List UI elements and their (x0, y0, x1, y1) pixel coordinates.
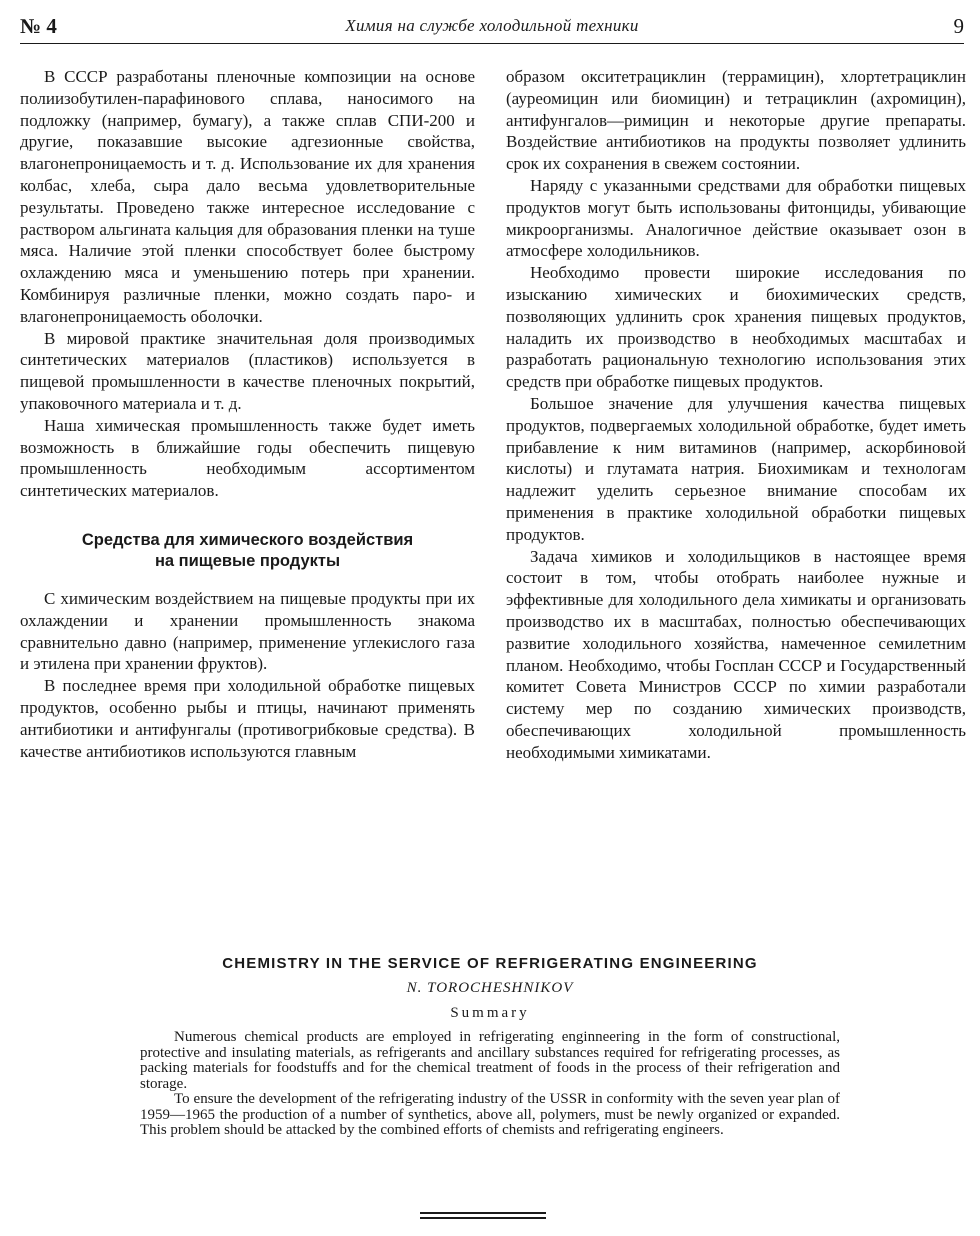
paragraph: Задача химиков и холодильщиков в настоящее время состоит в том, чтобы отобрать наиболее нужные и эффективные для холодильного дела химикаты и организовать производство их в масштабах, полностью обеспечивающих развитие холодильного хозяйства, намеченное семилетним планом. Необходимо, чтобы Госплан СССР и Государственный комитет Совета Министров СССР по химии разработали систему мер по созданию химических производств, обеспечивающих холодильной промышленность необходимыми химикатами. (506, 546, 966, 762)
left-column (20, 66, 475, 762)
paragraph: Большое значение для улучшения качества пищевых продуктов, подвергаемых холодильной обработке, будет иметь прибавление к ним витаминов (например, аскорбиновой кислоты) и глутамата натрия. Биохимикам и технологам надлежит уделить серьезное внимание способам их применения в практике холодильной обработки пищевых продуктов. (506, 393, 966, 544)
paragraph: В СССР разработаны пленочные композиции на основе полиизобутилен-парафинового сплава, наносимого на подложку (например, бумагу), а также сплав СПИ-200 и другие, показавшие высокие адгезионные свойства, влагонепроницаемость и т. д. Использование их для хранения колбас, хлеба, сыра дало весьма удовлетворительные результаты. Проведено также интересное исследование с раствором альгината кальция для образования пленки на туше мяса. Наличие этой пленки способствует более быстрому охлаждению мяса и уменьшению потерь при хранении. Комбинируя различные пленки, можно создать паро- и влагонепроницаемость оболочки. (20, 67, 475, 326)
running-title: Химия на службе холодильной техники (345, 16, 639, 35)
summary-heading: Summary (450, 1005, 530, 1021)
paragraph: образом окситетрациклин (террамицин), хлортетрациклин (ауреомицин или биомицин) и тетрациклин (ахромицин), антифунгалов—римицин и некоторые другие препараты. Воздействие антибиотиков на продукты позволяет удлинить срок их сохранения в свежем состоянии. (506, 67, 966, 174)
paragraph: Необходимо провести широкие исследования по изысканию химических и биохимических средств, позволяющих удлинить срок хранения пищевых продуктов, наладить их производство в необходимых масштабах и разработать рациональную технологию использования этих средств при обработке пищевых продуктов. (506, 263, 966, 392)
paragraph: В мировой практике значительная доля производимых синтетических материалов (пластиков) используется в пищевой промышленности в качестве пленочных покрытий, упаковочного материала и т. д. (20, 328, 475, 413)
page-header (20, 10, 964, 42)
page-number: 9 (953, 14, 964, 38)
summary-author: N. TOROCHESHNIKOV (406, 980, 574, 996)
english-summary (120, 955, 860, 1139)
summary-text (120, 1030, 860, 1139)
paragraph: To ensure the development of the refrigerating industry of the USSR in conformity with the seven year plan of 1959—1965 the production of a number of synthetics, above all, polymers, must be newly organized or expanded. This problem should be attacked by the combined efforts of chemists and refrigerating engineers. (140, 1091, 840, 1138)
paragraph: В последнее время при холодильной обработке пищевых продуктов, особенно рыбы и птицы, начинают применять антибиотики и антифунгалы (противогрибковые средства). В качестве антибиотиков используются главным (20, 676, 475, 761)
rule-line (420, 1217, 546, 1219)
paragraph: Numerous chemical products are employed in refrigerating enginneering in the form of constructional, protective and insulating materials, as refrigerants and ancillary substances required for refrigerating processes, as packing materials for foodstuffs and for the chemical treatment of foods in the process of their refrigeration and storage. (140, 1029, 840, 1092)
section-heading-line: на пищевые продукты (154, 551, 341, 570)
header-rule (20, 43, 964, 44)
issue-number: № 4 (20, 14, 57, 38)
paragraph: Наша химическая промышленность также будет иметь возможность в ближайшие годы обеспечить пищевую промышленность необходимым ассортиментом синтетических материалов. (20, 415, 475, 501)
paragraph: С химическим воздействием на пищевые продукты при их охлаждении и хранении промышленность знакома сравнительно давно (например, применение углекислого газа и этилена при хранении фруктов). (20, 588, 475, 674)
summary-title: CHEMISTRY IN THE SERVICE OF REFRIGERATING ENGINEERING (222, 955, 758, 972)
section-heading-line: Средства для химического воздействия (81, 530, 414, 549)
right-column (506, 66, 966, 764)
paragraph: Наряду с указанными средствами для обработки пищевых продуктов могут быть использованы фитонциды, убивающие микроорганизмы. Аналогичное действие оказывает озон в атмосфере холодильников. (506, 175, 966, 261)
rule-line (420, 1212, 546, 1214)
section-heading (20, 530, 475, 572)
end-double-rule (420, 1212, 546, 1220)
